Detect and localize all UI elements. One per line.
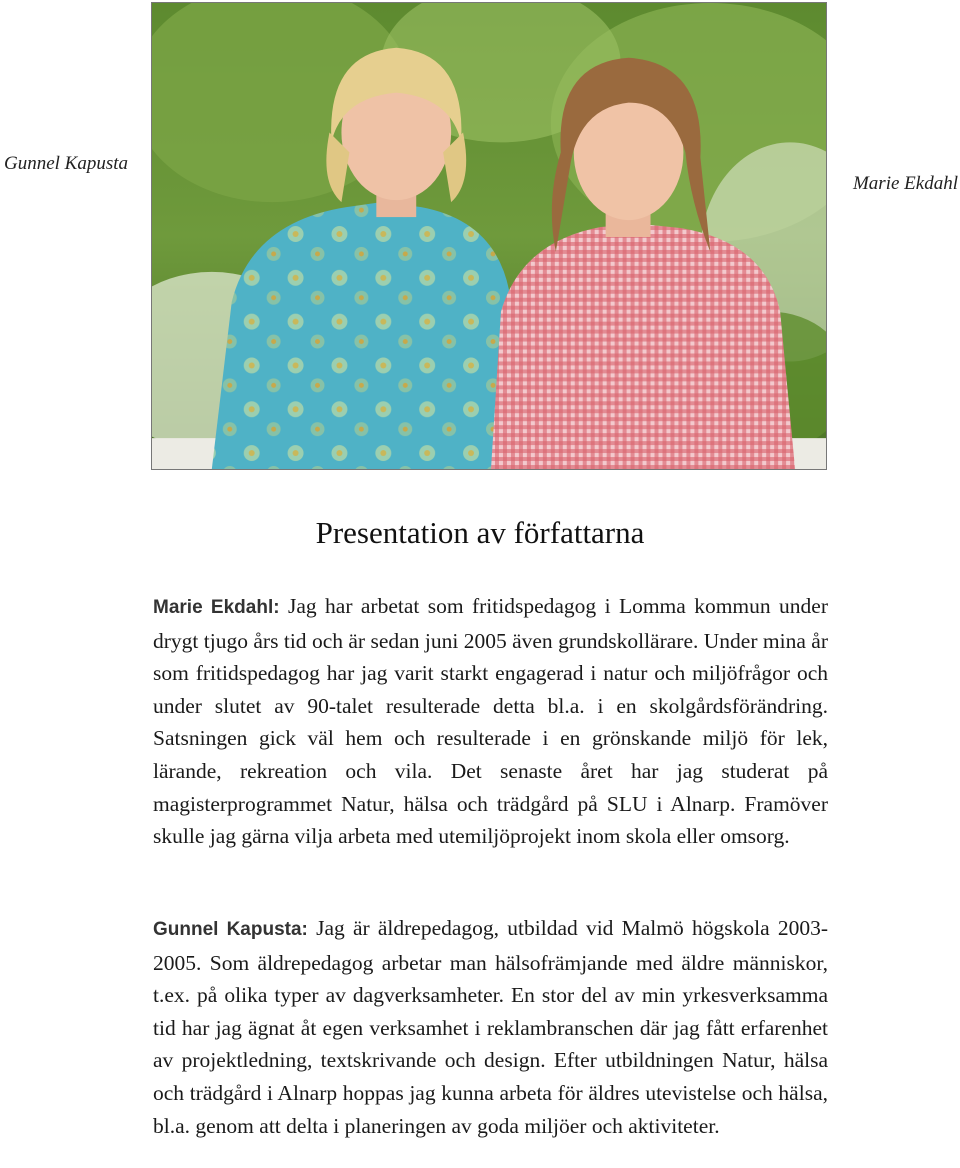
authors-photo xyxy=(151,2,827,470)
photo-caption-left: Gunnel Kapusta xyxy=(4,153,129,174)
bio-gunnel-kapusta xyxy=(153,912,828,1142)
page-title: Presentation av författarna xyxy=(315,515,645,550)
bio-author-name: Marie Ekdahl: xyxy=(153,597,280,618)
photo-caption-right: Marie Ekdahl xyxy=(852,173,958,194)
bio-text: Jag är äldrepedagog, utbildad vid Malmö högskola 2003-2005. Som äldrepedagog arbetar man hälsofrämjande med äldre människor, t.ex. på olika typer av dagverksamheter. En stor del av min yrkesverksamma tid har jag ägnat åt egen verksamhet i reklambranschen där jag fått erfarenhet av projektledning, textskrivande och design. Efter utbildningen Natur, hälsa och trädgård i Alnarp hoppas jag kunna arbeta för äldres utevistelse och hälsa, bl.a. genom att delta i planeringen av goda miljöer och aktiviteter. xyxy=(153,916,828,1138)
bio-author-name: Gunnel Kapusta: xyxy=(153,919,308,940)
bio-text: Jag har arbetat som fritidspedagog i Lomma kommun under drygt tjugo års tid och är sedan juni 2005 även grundskollärare. Under mina år som fritidspedagog har jag varit starkt engagerad i natur och miljöfrågor och under slutet av 90-talet resulterade detta bl.a. i en skolgårdsförändring. Satsningen gick väl hem och resulterade i en grönskande miljö för lek, lärande, rekreation och vila. Det senaste året har jag studerat på magisterprogrammet Natur, hälsa och trädgård på SLU i Alnarp. Framöver skulle jag gärna vilja arbeta med utemiljöprojekt inom skola eller omsorg. xyxy=(153,594,829,849)
bio-marie-ekdahl xyxy=(153,590,828,853)
